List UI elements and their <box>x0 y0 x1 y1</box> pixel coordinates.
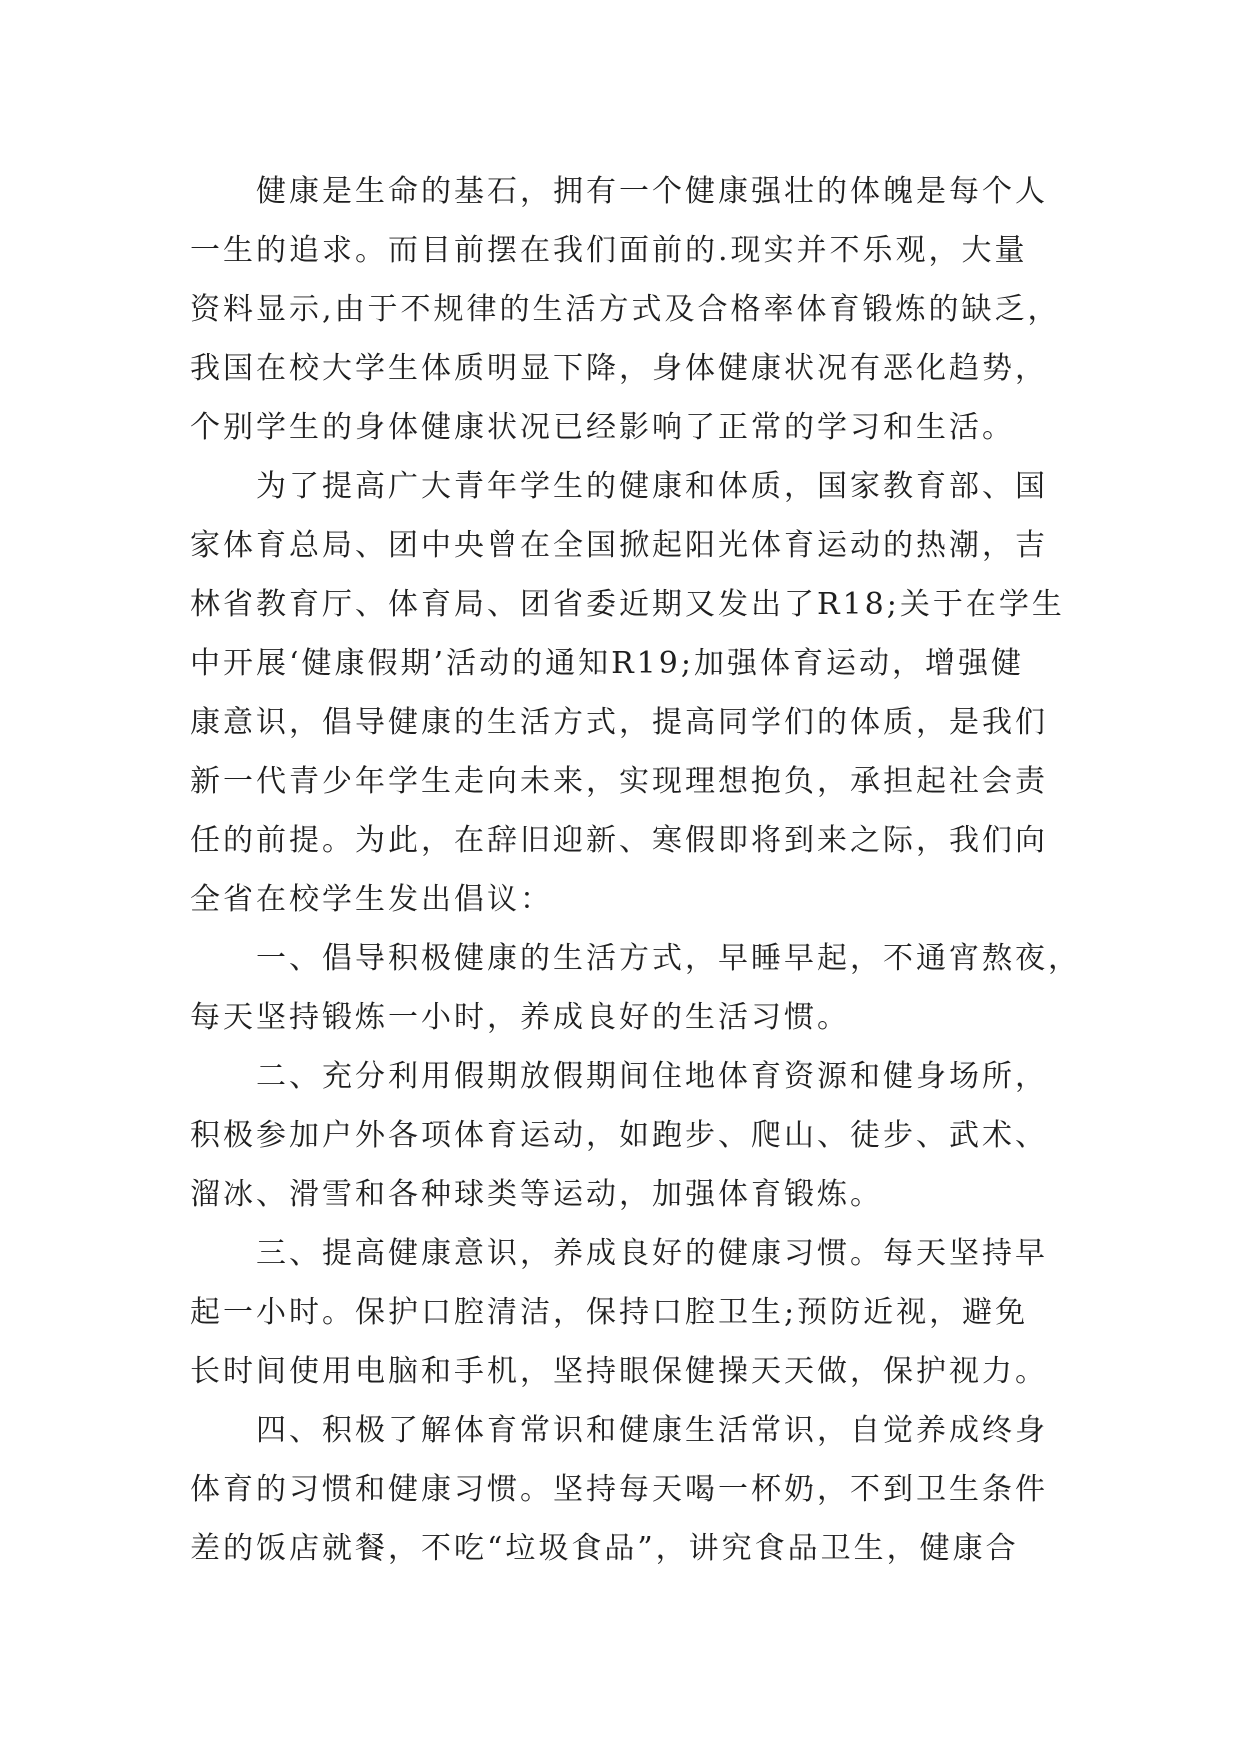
text-line: 林省教育厅、体育局、团省委近期又发出了R18;关于在学生 <box>190 587 1065 622</box>
text-line: 差的饭店就餐，不吃“垃圾食品”，讲究食品卫生，健康合 <box>190 1531 1019 1566</box>
text-line: 我国在校大学生体质明显下降，身体健康状况有恶化趋势， <box>190 351 1048 386</box>
text-line: 个别学生的身体健康状况已经影响了正常的学习和生活。 <box>190 410 1015 445</box>
text-line: 为了提高广大青年学生的健康和体质，国家教育部、国 <box>256 469 1048 504</box>
text-line: 二、充分利用假期放假期间住地体育资源和健身场所， <box>256 1059 1048 1094</box>
text-line: 溜冰、滑雪和各种球类等运动，加强体育锻炼。 <box>190 1177 883 1212</box>
text-line: 中开展‘健康假期’活动的通知R19;加强体育运动，增强健 <box>190 646 1024 681</box>
text-line: 四、积极了解体育常识和健康生活常识，自觉养成终身 <box>256 1413 1048 1448</box>
text-line: 资料显示,由于不规律的生活方式及合格率体育锻炼的缺乏， <box>190 292 1061 327</box>
text-line: 起一小时。保护口腔清洁，保持口腔卫生;预防近视，避免 <box>190 1295 1029 1330</box>
text-line: 体育的习惯和健康习惯。坚持每天喝一杯奶，不到卫生条件 <box>190 1472 1048 1507</box>
text-line: 一生的追求。而目前摆在我们面前的.现实并不乐观，大量 <box>190 233 1028 268</box>
text-line: 任的前提。为此，在辞旧迎新、寒假即将到来之际，我们向 <box>190 823 1048 858</box>
text-line: 长时间使用电脑和手机，坚持眼保健操天天做，保护视力。 <box>190 1354 1048 1389</box>
text-line: 全省在校学生发出倡议： <box>190 882 553 917</box>
text-line: 健康是生命的基石，拥有一个健康强壮的体魄是每个人 <box>256 174 1048 209</box>
text-line: 一、倡导积极健康的生活方式，早睡早起，不通宵熬夜， <box>256 941 1081 976</box>
text-line: 家体育总局、团中央曾在全国掀起阳光体育运动的热潮，吉 <box>190 528 1048 563</box>
document-body <box>190 162 1090 1578</box>
text-line: 每天坚持锻炼一小时，养成良好的生活习惯。 <box>190 1000 850 1035</box>
text-line: 新一代青少年学生走向未来，实现理想抱负，承担起社会责 <box>190 764 1048 799</box>
text-line: 积极参加户外各项体育运动，如跑步、爬山、徒步、武术、 <box>190 1118 1048 1153</box>
text-line: 康意识，倡导健康的生活方式，提高同学们的体质，是我们 <box>190 705 1048 740</box>
text-line: 三、提高健康意识，养成良好的健康习惯。每天坚持早 <box>256 1236 1048 1271</box>
